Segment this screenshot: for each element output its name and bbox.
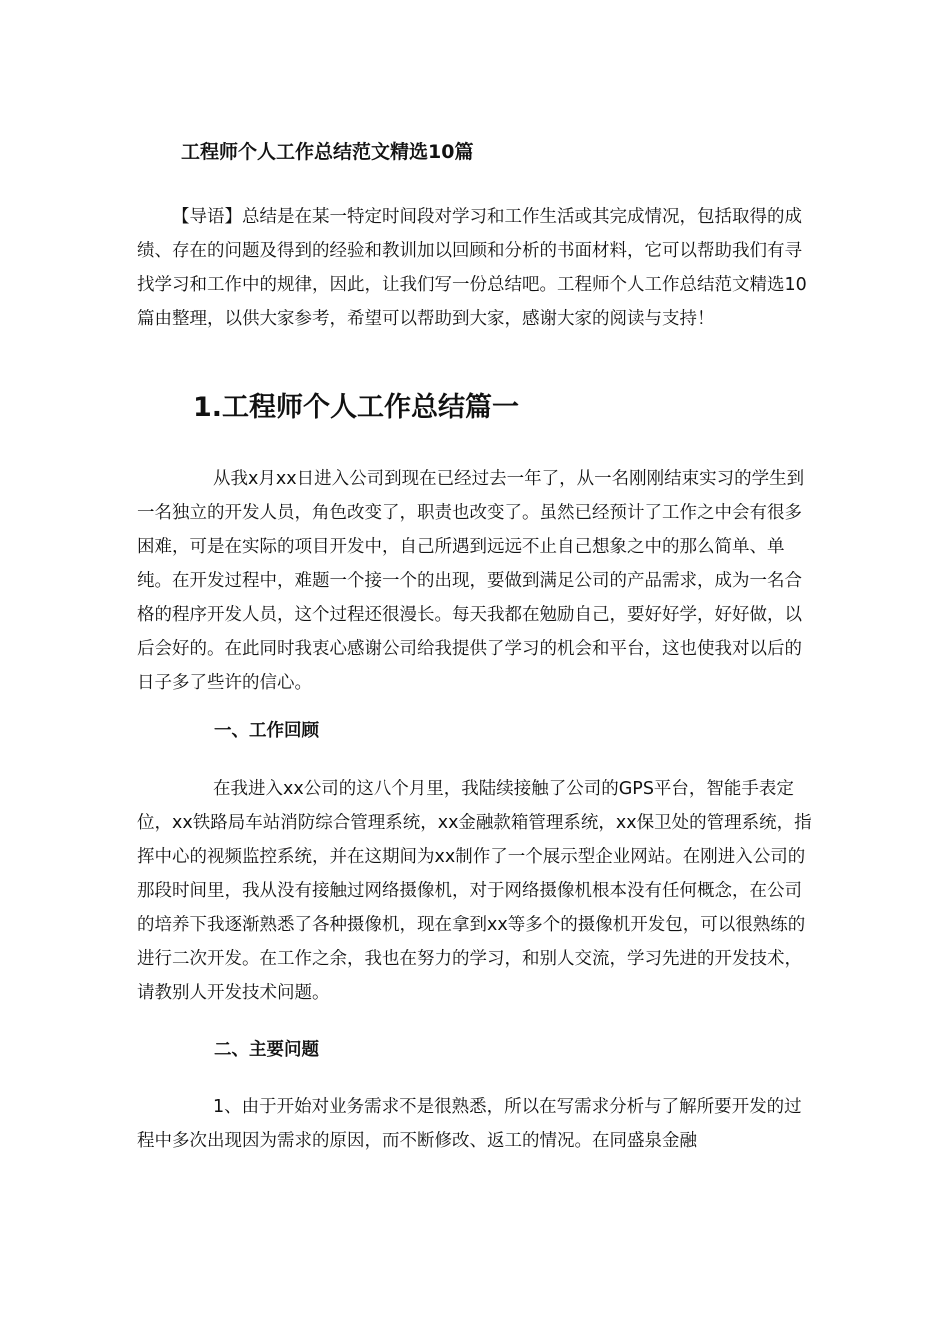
intro-paragraph: 【导语】总结是在某一特定时间段对学习和工作生活或其完成情况，包括取得的成绩、存在的问题及得到的经验和教训加以回顾和分析的书面材料，它可以帮助我们有寻找学习和工作中的规律，因此，让我们写一份总结吧。工程师个人工作总结范文精选10篇由整理，以供大家参考，希望可以帮助到大家，感谢大家的阅读与支持！ xyxy=(137,207,807,329)
main-problems-paragraph: 1、由于开始对业务需求不是很熟悉，所以在写需求分析与了解所要开发的过程中多次出现因为需求的原因，而不断修改、返工的情况。在同盛泉金融 xyxy=(137,1097,802,1151)
section-heading: 1.工程师个人工作总结篇一 xyxy=(193,392,520,423)
document-title: 工程师个人工作总结范文精选10篇 xyxy=(181,141,474,163)
subheading-main-problems: 二、主要问题 xyxy=(214,1040,319,1060)
work-review-paragraph: 在我进入xx公司的这八个月里，我陆续接触了公司的GPS平台，智能手表定位，xx铁路局车站消防综合管理系统，xx金融款箱管理系统，xx保卫处的管理系统，指挥中心的视频监控系统，并在这期间为xx制作了一个展示型企业网站。在刚进入公司的那段时间里，我从没有接触过网络摄像机，对于网络摄像机根本没有任何概念，在公司的培养下我逐渐熟悉了各种摄像机，现在拿到xx等多个的摄像机开发包，可以很熟练的进行二次开发。在工作之余，我也在努力的学习，和别人交流，学习先进的开发技术，请教别人开发技术问题。 xyxy=(137,779,812,1003)
subheading-work-review: 一、工作回顾 xyxy=(214,721,319,741)
section-paragraph: 从我x月xx日进入公司到现在已经过去一年了，从一名刚刚结束实习的学生到一名独立的开发人员，角色改变了，职责也改变了。虽然已经预计了工作之中会有很多困难，可是在实际的项目开发中，自己所遇到远远不止自己想象之中的那么简单、单纯。在开发过程中，难题一个接一个的出现，要做到满足公司的产品需求，成为一名合格的程序开发人员，这个过程还很漫长。每天我都在勉励自己，要好好学，好好做，以后会好的。在此同时我衷心感谢公司给我提供了学习的机会和平台，这也使我对以后的日子多了些许的信心。 xyxy=(137,469,805,693)
